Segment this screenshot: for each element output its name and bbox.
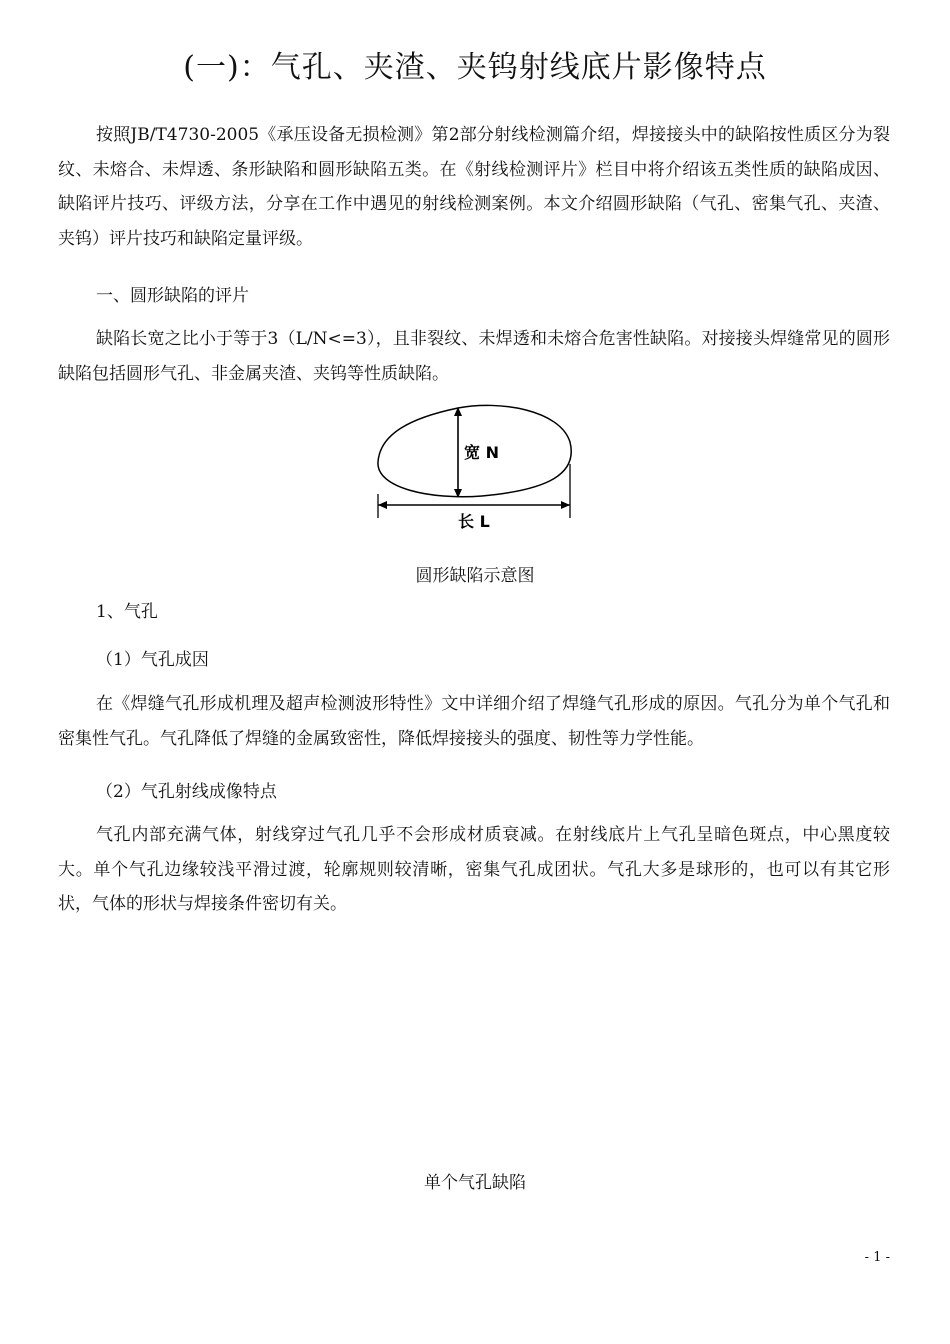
pore-causes-paragraph: 在《焊缝气孔形成机理及超声检测波形特性》文中详细介绍了焊缝气孔形成的原因。气孔分为单个气孔和密集性气孔。气孔降低了焊缝的金属致密性，降低焊接接头的强度、韧性等力学性能。: [58, 694, 890, 749]
length-label: 长 L: [458, 512, 490, 531]
diagram-caption: 圆形缺陷示意图: [415, 566, 535, 586]
round-defect-diagram: [370, 402, 580, 532]
section1-heading: 一、圆形缺陷的评片: [96, 286, 249, 306]
intro-paragraph: 按照JB/T4730-2005《承压设备无损检测》第2部分射线检测篇介绍，焊接接头中的缺陷按性质区分为裂纹、未熔合、未焊透、条形缺陷和圆形缺陷五类。在《射线检测评片》栏目中将介绍该五类性质的缺陷成因、缺陷评片技巧、评级方法，分享在工作中遇见的射线检测案例。本文介绍圆形缺陷（气孔、密集气孔、夹渣、夹钨）评片技巧和缺陷定量评级。: [58, 125, 890, 249]
page-title: (一)：气孔、夹渣、夹钨射线底片影像特点: [183, 50, 767, 85]
section1-paragraph: 缺陷长宽之比小于等于3（L/N<=3），且非裂纹、未焊透和未熔合危害性缺陷。对接接头焊缝常见的圆形缺陷包括圆形气孔、非金属夹渣、夹钨等性质缺陷。: [58, 329, 890, 384]
pore-imaging-paragraph: 气孔内部充满气体，射线穿过气孔几乎不会形成材质衰减。在射线底片上气孔呈暗色斑点，中心黑度较大。单个气孔边缘较浅平滑过渡，轮廓规则较清晰，密集气孔成团状。气孔大多是球形的，也可以有其它形状，气体的形状与焊接条件密切有关。: [58, 825, 890, 914]
width-label: 宽 N: [464, 443, 499, 462]
subsection-heading-pores: 1、气孔: [96, 602, 158, 622]
subsection-heading-imaging: （2）气孔射线成像特点: [96, 782, 277, 802]
subsection-heading-causes: （1）气孔成因: [96, 650, 209, 670]
figure2-caption: 单个气孔缺陷: [424, 1173, 526, 1193]
page-number: - 1 -: [864, 1250, 890, 1265]
